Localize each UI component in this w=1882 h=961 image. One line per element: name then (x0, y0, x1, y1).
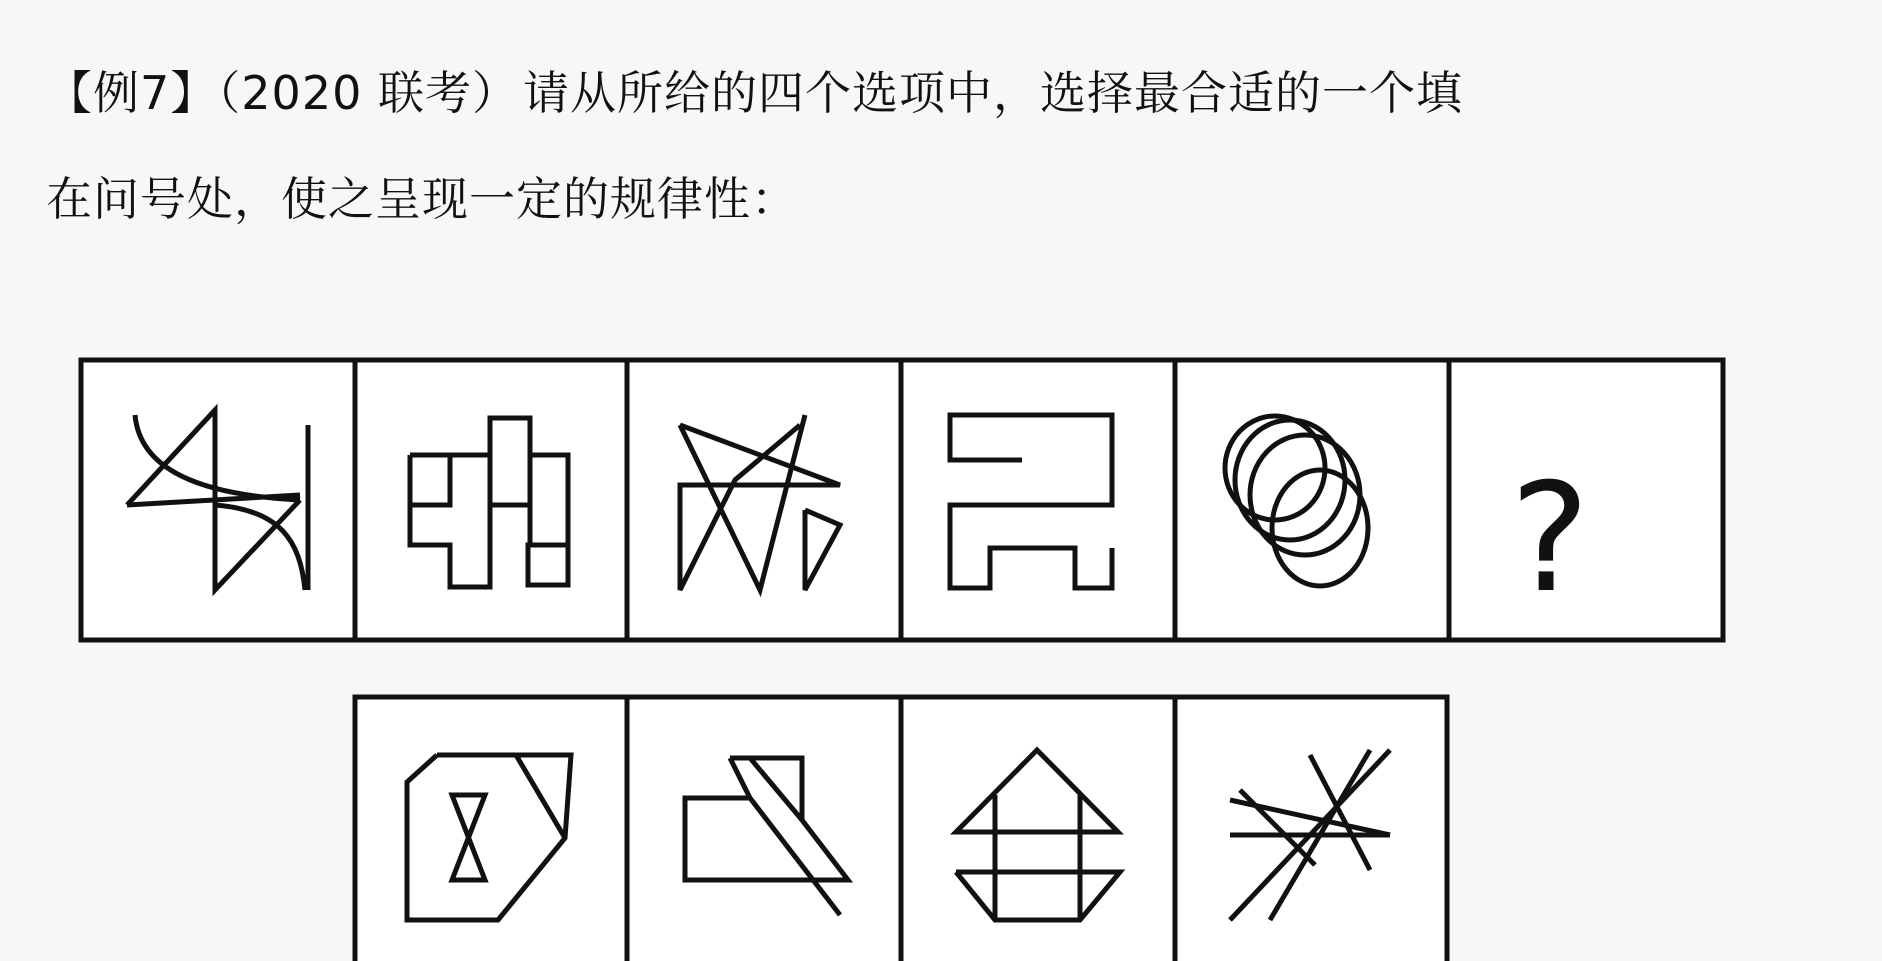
sequence-row (81, 360, 1723, 640)
question-source: （2020 联考） (217, 66, 519, 120)
question-body-1: 请从所给的四个选项中，选择最合适的一个填 (522, 66, 1463, 120)
option-box-d[interactable] (1175, 697, 1447, 961)
question-number: 【例7】 (46, 66, 218, 120)
options-row (355, 697, 1447, 961)
sequence-box-4 (901, 360, 1175, 640)
question-mark-cell: ? (1510, 452, 1590, 626)
sequence-box-3 (627, 360, 901, 640)
question-body-2: 在问号处，使之呈现一定的规律性： (46, 172, 798, 226)
option-box-b[interactable] (627, 697, 901, 961)
